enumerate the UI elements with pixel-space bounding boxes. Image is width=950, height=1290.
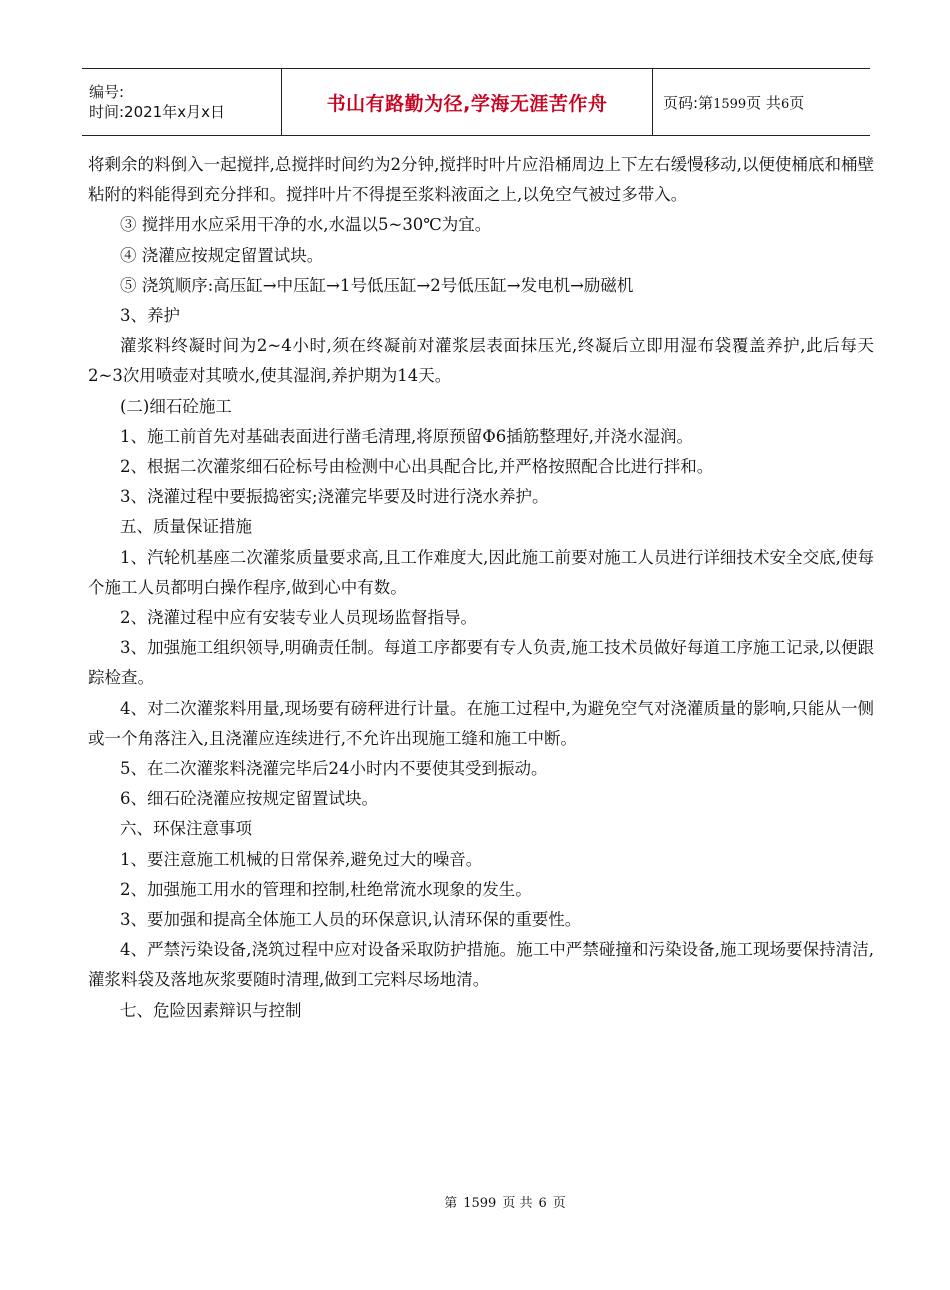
paragraph: 将剩余的料倒入一起搅拌,总搅拌时间约为2分钟,搅拌时叶片应沿桶周边上下左右缓慢移动,以便使桶底和桶壁粘附的料能得到充分拌和。搅拌叶片不得提至浆料液面之上,以免空气被过多带入。 xyxy=(88,155,874,205)
paragraph: 1、汽轮机基座二次灌浆质量要求高,且工作难度大,因此施工前要对施工人员进行详细技术安全交底,使每个施工人员都明白操作程序,做到心中有数。 xyxy=(88,547,874,597)
paragraph: 5、在二次灌浆料浇灌完毕后24小时内不要使其受到振动。 xyxy=(120,759,548,779)
paragraph: 3、浇灌过程中要振捣密实;浇灌完毕要及时进行浇水养护。 xyxy=(120,487,549,507)
footer-suffix: 页 xyxy=(552,1196,566,1211)
page-footer xyxy=(0,1192,950,1211)
section-heading: (二)细石砼施工 xyxy=(120,396,232,416)
paragraph: ③ 搅拌用水应采用干净的水,水温以5~30℃为宜。 xyxy=(120,215,492,235)
document-date: 时间:2021年x月x日 xyxy=(89,103,225,121)
header-page-number xyxy=(653,94,804,112)
paragraph: 灌浆料终凝时间为2~4小时,须在终凝前对灌浆层表面抹压光,终凝后立即用湿布袋覆盖养护,此后每天2~3次用喷壶对其喷水,使其湿润,养护期为14天。 xyxy=(88,336,874,386)
section-heading: 五、质量保证措施 xyxy=(120,517,252,537)
footer-page-num: 1599 xyxy=(463,1196,497,1211)
section-heading: 3、养护 xyxy=(120,306,180,326)
paragraph: 1、要注意施工机械的日常保养,避免过大的噪音。 xyxy=(120,849,483,869)
footer-mid: 页 共 xyxy=(502,1196,533,1211)
document-header xyxy=(82,68,870,136)
paragraph: 4、对二次灌浆料用量,现场要有磅秤进行计量。在施工过程中,为避免空气对浇灌质量的影响,只能从一侧或一个角落注入,且浇灌应连续进行,不允许出现施工缝和施工中断。 xyxy=(88,698,874,748)
header-page-suffix: 页 xyxy=(789,93,805,112)
section-heading: 六、环保注意事项 xyxy=(120,819,252,839)
footer-total: 6 xyxy=(538,1196,547,1211)
header-motto-cell xyxy=(282,69,653,136)
header-page-mid: 页 共 xyxy=(746,93,781,112)
paragraph: 2、根据二次灌浆细石砼标号由检测中心出具配合比,并严格按照配合比进行拌和。 xyxy=(120,457,714,477)
document-body xyxy=(88,150,874,1026)
paragraph: 1、施工前首先对基础表面进行凿毛清理,将原预留Φ6插筋整理好,并浇水湿润。 xyxy=(120,426,694,446)
header-page-num: 1599 xyxy=(713,96,747,112)
paragraph: 6、细石砼浇灌应按规定留置试块。 xyxy=(120,789,378,809)
paragraph: 2、浇灌过程中应有安装专业人员现场监督指导。 xyxy=(120,608,477,628)
paragraph: 2、加强施工用水的管理和控制,杜绝常流水现象的发生。 xyxy=(120,879,532,899)
header-motto: 书山有路勤为径,学海无涯苦作舟 xyxy=(326,92,608,115)
paragraph: ④ 浇灌应按规定留置试块。 xyxy=(120,245,324,265)
header-meta-cell xyxy=(82,69,282,136)
header-page-total: 6 xyxy=(780,96,790,112)
footer-prefix: 第 xyxy=(444,1196,458,1211)
paragraph: 3、加强施工组织领导,明确责任制。每道工序都要有专人负责,施工技术员做好每道工序施工记录,以便跟踪检查。 xyxy=(88,638,874,688)
header-page-cell xyxy=(653,69,871,136)
header-page-prefix: 页码:第 xyxy=(663,93,714,112)
paragraph: 3、要加强和提高全体施工人员的环保意识,认清环保的重要性。 xyxy=(120,910,582,930)
paragraph: ⑤ 浇筑顺序:高压缸→中压缸→1号低压缸→2号低压缸→发电机→励磁机 xyxy=(120,275,634,295)
section-heading: 七、危险因素辩识与控制 xyxy=(120,1000,302,1020)
paragraph: 4、严禁污染设备,浇筑过程中应对设备采取防护措施。施工中严禁碰撞和污染设备,施工现场要保持清洁,灌浆料袋及落地灰浆要随时清理,做到工完料尽场地清。 xyxy=(88,940,874,990)
document-number-label: 编号: xyxy=(89,83,125,101)
